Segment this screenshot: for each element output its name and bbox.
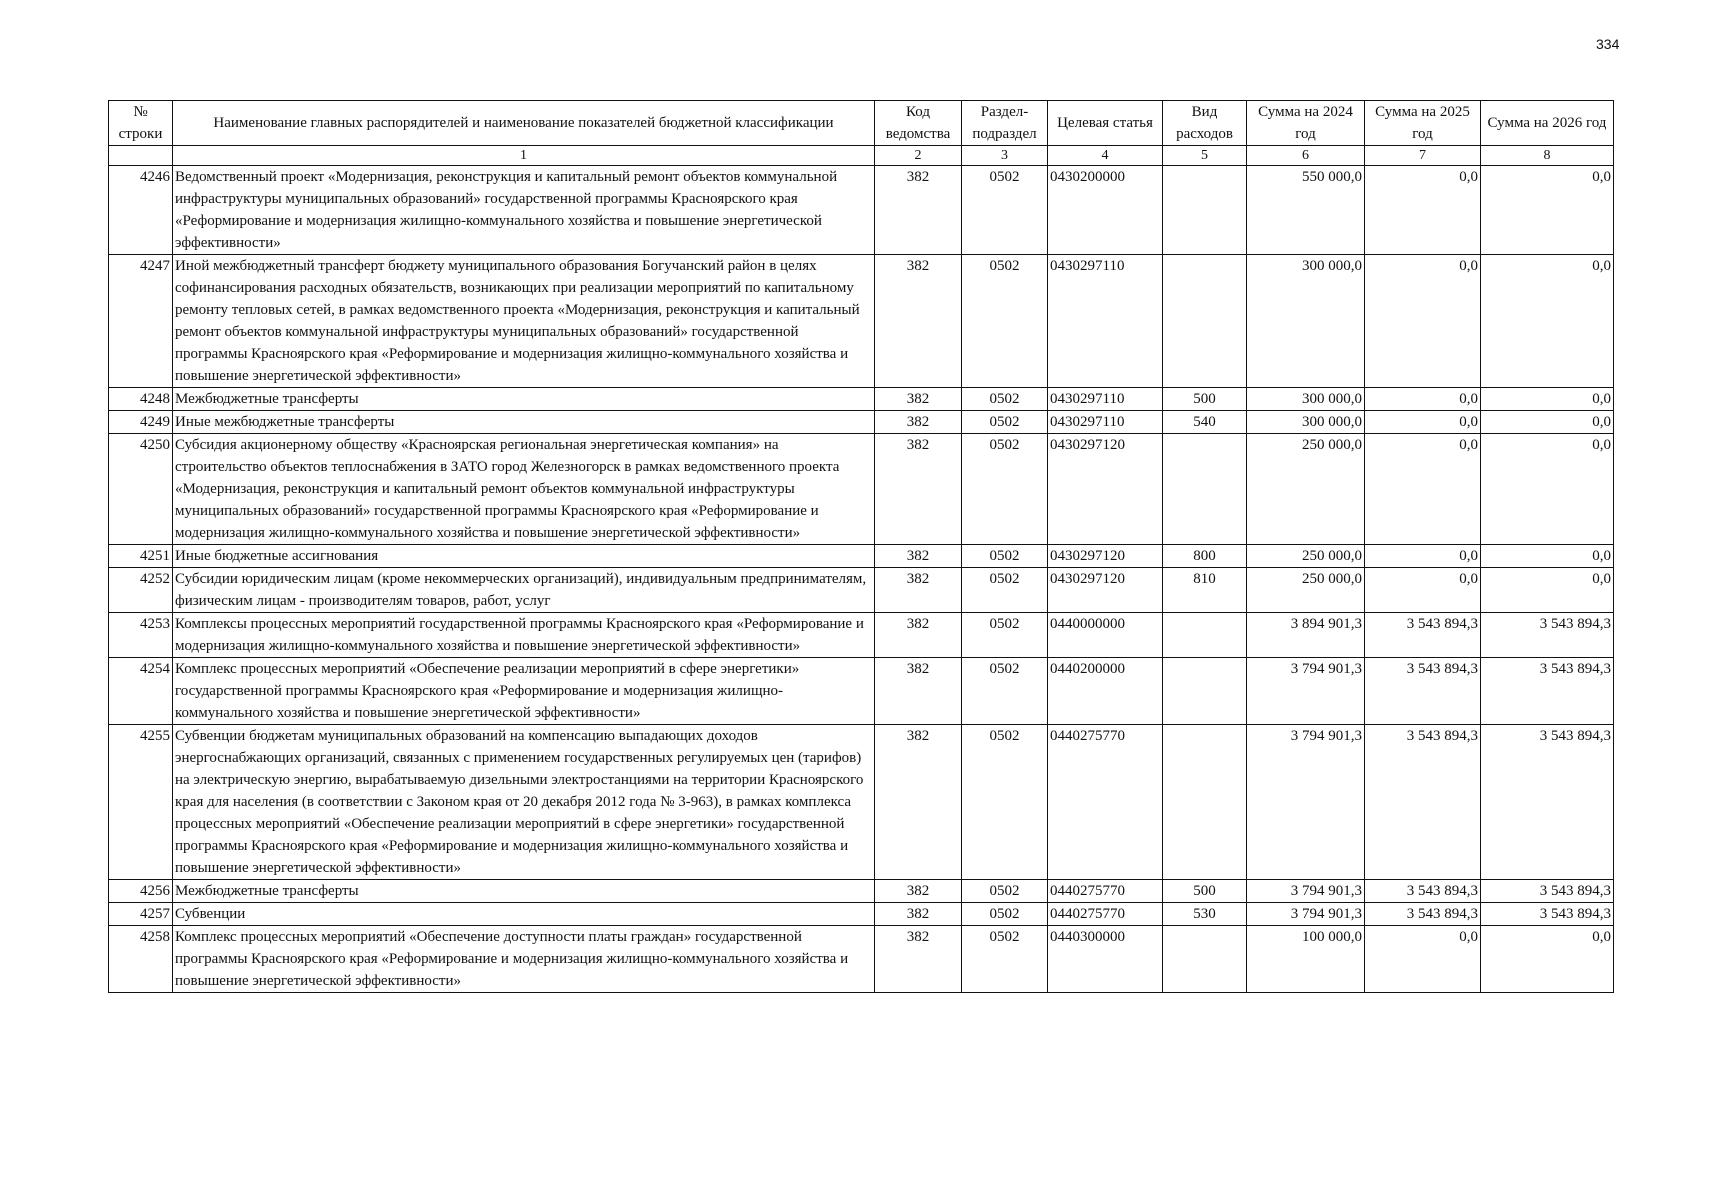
dept-code: 382 <box>875 880 962 903</box>
table-row <box>109 926 1614 993</box>
sum-2026: 3 543 894,3 <box>1481 725 1614 880</box>
expense-type: 800 <box>1163 545 1247 568</box>
section-code: 0502 <box>962 658 1048 725</box>
section-code: 0502 <box>962 613 1048 658</box>
row-name: Иные бюджетные ассигнования <box>173 545 875 568</box>
header-sum-2026: Сумма на 2026 год <box>1481 101 1614 146</box>
section-code: 0502 <box>962 434 1048 545</box>
expense-type <box>1163 658 1247 725</box>
header-row <box>109 101 1614 146</box>
row-name: Иные межбюджетные трансферты <box>173 411 875 434</box>
dept-code: 382 <box>875 411 962 434</box>
sum-2025: 3 543 894,3 <box>1365 725 1481 880</box>
sum-2024: 3 794 901,3 <box>1247 658 1365 725</box>
section-code: 0502 <box>962 880 1048 903</box>
sum-2024: 250 000,0 <box>1247 545 1365 568</box>
sum-2026: 3 543 894,3 <box>1481 613 1614 658</box>
row-name: Комплекс процессных мероприятий «Обеспечение доступности платы граждан» государственной программы Красноярского края «Реформирование и модернизация жилищно-коммунального хозяйства и повышение энергетической эффективности» <box>173 926 875 993</box>
expense-type <box>1163 166 1247 255</box>
dept-code: 382 <box>875 658 962 725</box>
header-target-article: Целевая статья <box>1048 101 1163 146</box>
row-name: Комплексы процессных мероприятий государственной программы Красноярского края «Реформирование и модернизация жилищно-коммунального хозяйства и повышение энергетической эффективности» <box>173 613 875 658</box>
sum-2024: 300 000,0 <box>1247 411 1365 434</box>
table-row <box>109 166 1614 255</box>
dept-code: 382 <box>875 545 962 568</box>
expense-type <box>1163 725 1247 880</box>
expense-type: 810 <box>1163 568 1247 613</box>
row-name: Межбюджетные трансферты <box>173 388 875 411</box>
target-article: 0430297110 <box>1048 255 1163 388</box>
table-row <box>109 568 1614 613</box>
sum-2025: 3 543 894,3 <box>1365 903 1481 926</box>
table-row <box>109 658 1614 725</box>
row-number: 4254 <box>109 658 173 725</box>
column-number: 4 <box>1048 146 1163 166</box>
target-article: 0440200000 <box>1048 658 1163 725</box>
dept-code: 382 <box>875 388 962 411</box>
section-code: 0502 <box>962 568 1048 613</box>
section-code: 0502 <box>962 903 1048 926</box>
sum-2024: 3 794 901,3 <box>1247 903 1365 926</box>
header-sum-2025: Сумма на 2025 год <box>1365 101 1481 146</box>
sum-2026: 0,0 <box>1481 926 1614 993</box>
target-article: 0430297120 <box>1048 434 1163 545</box>
sum-2026: 3 543 894,3 <box>1481 903 1614 926</box>
sum-2025: 3 543 894,3 <box>1365 880 1481 903</box>
row-number: 4258 <box>109 926 173 993</box>
table-row <box>109 434 1614 545</box>
sum-2025: 0,0 <box>1365 434 1481 545</box>
table-row <box>109 255 1614 388</box>
header-row-number: № строки <box>109 101 173 146</box>
sum-2025: 0,0 <box>1365 545 1481 568</box>
sum-2024: 100 000,0 <box>1247 926 1365 993</box>
target-article: 0430297120 <box>1048 568 1163 613</box>
sum-2025: 3 543 894,3 <box>1365 613 1481 658</box>
sum-2024: 250 000,0 <box>1247 568 1365 613</box>
expense-type: 540 <box>1163 411 1247 434</box>
sum-2026: 0,0 <box>1481 166 1614 255</box>
sum-2025: 0,0 <box>1365 166 1481 255</box>
header-section: Раздел-подраздел <box>962 101 1048 146</box>
column-number: 8 <box>1481 146 1614 166</box>
target-article: 0440275770 <box>1048 725 1163 880</box>
row-name: Субвенции <box>173 903 875 926</box>
column-number: 5 <box>1163 146 1247 166</box>
dept-code: 382 <box>875 903 962 926</box>
page-number: 334 <box>1596 36 1620 52</box>
dept-code: 382 <box>875 926 962 993</box>
dept-code: 382 <box>875 434 962 545</box>
sum-2024: 3 794 901,3 <box>1247 880 1365 903</box>
row-name: Комплекс процессных мероприятий «Обеспечение реализации мероприятий в сфере энергетики» государственной программы Красноярского края «Реформирование и модернизация жилищно-коммунального хозяйства и повышение энергетической эффективности» <box>173 658 875 725</box>
dept-code: 382 <box>875 255 962 388</box>
row-name: Иной межбюджетный трансферт бюджету муниципального образования Богучанский район в целях софинансирования расходных обязательств, возникающих при реализации мероприятий по капитальному ремонту тепловых сетей, в рамках ведомственного проекта «Модернизация, реконструкция и капитальный ремонт объектов коммунальной инфраструктуры муниципальных образований» государственной программы Красноярского края «Реформирование и модернизация жилищно-коммунального хозяйства и повышение энергетической эффективности» <box>173 255 875 388</box>
section-code: 0502 <box>962 255 1048 388</box>
section-code: 0502 <box>962 411 1048 434</box>
row-number: 4246 <box>109 166 173 255</box>
sum-2024: 300 000,0 <box>1247 255 1365 388</box>
sum-2025: 0,0 <box>1365 568 1481 613</box>
target-article: 0430297110 <box>1048 411 1163 434</box>
row-number: 4256 <box>109 880 173 903</box>
row-number: 4249 <box>109 411 173 434</box>
row-name: Субсидия акционерному обществу «Красноярская региональная энергетическая компания» на строительство объектов теплоснабжения в ЗАТО город Железногорск в рамках ведомственного проекта «Модернизация, реконструкция и капитальный ремонт объектов коммунальной инфраструктуры муниципальных образований» государственной программы Красноярского края «Реформирование и модернизация жилищно-коммунального хозяйства и повышение энергетической эффективности» <box>173 434 875 545</box>
row-name: Субсидии юридическим лицам (кроме некоммерческих организаций), индивидуальным предпринимателям, физическим лицам - производителям товаров, работ, услуг <box>173 568 875 613</box>
table-row <box>109 903 1614 926</box>
column-number: 3 <box>962 146 1048 166</box>
row-name: Субвенции бюджетам муниципальных образований на компенсацию выпадающих доходов энергоснабжающих организаций, связанных с применением государственных регулируемых цен (тарифов) на электрическую энергию, вырабатываемую дизельными электростанциями на территории Красноярского края для населения (в соответствии с Законом края от 20 декабря 2012 года № 3-963), в рамках комплекса процессных мероприятий «Обеспечение реализации мероприятий в сфере энергетики» государственной программы Красноярского края «Реформирование и модернизация жилищно-коммунального хозяйства и повышение энергетической эффективности» <box>173 725 875 880</box>
table-row <box>109 388 1614 411</box>
dept-code: 382 <box>875 166 962 255</box>
target-article: 0440275770 <box>1048 880 1163 903</box>
header-dept-code: Код ведомства <box>875 101 962 146</box>
sum-2024: 300 000,0 <box>1247 388 1365 411</box>
target-article: 0430297110 <box>1048 388 1163 411</box>
sum-2026: 3 543 894,3 <box>1481 658 1614 725</box>
target-article: 0430297120 <box>1048 545 1163 568</box>
sum-2026: 0,0 <box>1481 568 1614 613</box>
row-name: Межбюджетные трансферты <box>173 880 875 903</box>
row-number: 4253 <box>109 613 173 658</box>
expense-type <box>1163 255 1247 388</box>
row-number: 4247 <box>109 255 173 388</box>
column-number: 7 <box>1365 146 1481 166</box>
sum-2026: 0,0 <box>1481 434 1614 545</box>
header-expense-type: Вид расходов <box>1163 101 1247 146</box>
column-number: 6 <box>1247 146 1365 166</box>
sum-2025: 0,0 <box>1365 411 1481 434</box>
header-sum-2024: Сумма на 2024 год <box>1247 101 1365 146</box>
sum-2026: 0,0 <box>1481 388 1614 411</box>
sum-2024: 250 000,0 <box>1247 434 1365 545</box>
row-number: 4257 <box>109 903 173 926</box>
expense-type <box>1163 613 1247 658</box>
target-article: 0440000000 <box>1048 613 1163 658</box>
target-article: 0440275770 <box>1048 903 1163 926</box>
table-row <box>109 725 1614 880</box>
row-number: 4252 <box>109 568 173 613</box>
column-number: 2 <box>875 146 962 166</box>
column-number <box>109 146 173 166</box>
expense-type: 530 <box>1163 903 1247 926</box>
dept-code: 382 <box>875 568 962 613</box>
sum-2025: 0,0 <box>1365 388 1481 411</box>
section-code: 0502 <box>962 725 1048 880</box>
dept-code: 382 <box>875 725 962 880</box>
expense-type: 500 <box>1163 880 1247 903</box>
target-article: 0430200000 <box>1048 166 1163 255</box>
row-number: 4255 <box>109 725 173 880</box>
expense-type <box>1163 926 1247 993</box>
sum-2025: 0,0 <box>1365 255 1481 388</box>
expense-type: 500 <box>1163 388 1247 411</box>
sum-2025: 0,0 <box>1365 926 1481 993</box>
column-number: 1 <box>173 146 875 166</box>
row-name: Ведомственный проект «Модернизация, реконструкция и капитальный ремонт объектов коммунальной инфраструктуры муниципальных образований» государственной программы Красноярского края «Реформирование и модернизация жилищно-коммунального хозяйства и повышение энергетической эффективности» <box>173 166 875 255</box>
expense-type <box>1163 434 1247 545</box>
row-number: 4251 <box>109 545 173 568</box>
sum-2026: 0,0 <box>1481 545 1614 568</box>
section-code: 0502 <box>962 388 1048 411</box>
sum-2024: 3 794 901,3 <box>1247 725 1365 880</box>
dept-code: 382 <box>875 613 962 658</box>
table-row <box>109 613 1614 658</box>
sum-2024: 550 000,0 <box>1247 166 1365 255</box>
sum-2026: 0,0 <box>1481 255 1614 388</box>
section-code: 0502 <box>962 545 1048 568</box>
sum-2024: 3 894 901,3 <box>1247 613 1365 658</box>
header-name: Наименование главных распорядителей и наименование показателей бюджетной классификации <box>173 101 875 146</box>
sum-2026: 0,0 <box>1481 411 1614 434</box>
section-code: 0502 <box>962 926 1048 993</box>
table-row <box>109 880 1614 903</box>
budget-table <box>108 100 1614 993</box>
sum-2025: 3 543 894,3 <box>1365 658 1481 725</box>
target-article: 0440300000 <box>1048 926 1163 993</box>
table-row <box>109 545 1614 568</box>
column-number-row <box>109 146 1614 166</box>
sum-2026: 3 543 894,3 <box>1481 880 1614 903</box>
row-number: 4248 <box>109 388 173 411</box>
table-row <box>109 411 1614 434</box>
row-number: 4250 <box>109 434 173 545</box>
section-code: 0502 <box>962 166 1048 255</box>
